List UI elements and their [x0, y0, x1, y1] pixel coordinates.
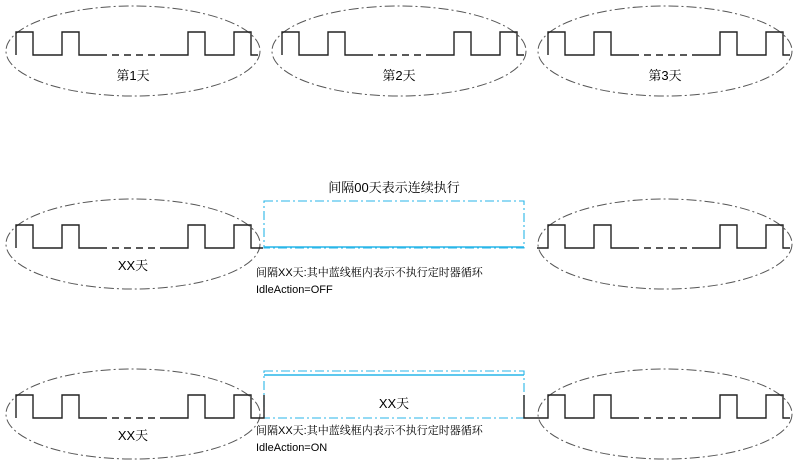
- row2-ellipse-left: [6, 199, 260, 289]
- row2-note-1: 间隔XX天:其中蓝线框内表示不执行定时器循环: [256, 267, 483, 279]
- row2-waveform-left: [16, 225, 263, 248]
- row1-day3-label: 第3天: [648, 68, 682, 83]
- row2-note-2: IdleAction=OFF: [256, 284, 333, 296]
- row2-left-label: XX天: [117, 258, 149, 273]
- row3-note-1: 间隔XX天:其中蓝线框内表示不执行定时器循环: [256, 425, 483, 437]
- row1-waveform-day3: [548, 32, 790, 55]
- row1-day1-label: 第1天: [116, 68, 150, 83]
- row1-waveform-day1: [16, 32, 258, 55]
- row2-ellipse-right: [538, 199, 792, 289]
- row3-waveform-left: [16, 395, 263, 418]
- row3-left-label: XX天: [117, 428, 149, 443]
- row3-ellipse-left: [6, 369, 260, 459]
- row3-waveform-right: [537, 395, 790, 418]
- row2-waveform-right: [537, 225, 790, 248]
- row3-gap-label: XX天: [378, 396, 410, 411]
- row3-note-2: IdleAction=ON: [256, 442, 328, 454]
- row1-waveform-day2: [282, 32, 524, 55]
- row2-top-note: 间隔00天表示连续执行: [328, 180, 460, 195]
- row3-ellipse-right: [538, 369, 792, 459]
- row1-day2-label: 第2天: [382, 68, 416, 83]
- row2-idle-highlight: [264, 201, 524, 248]
